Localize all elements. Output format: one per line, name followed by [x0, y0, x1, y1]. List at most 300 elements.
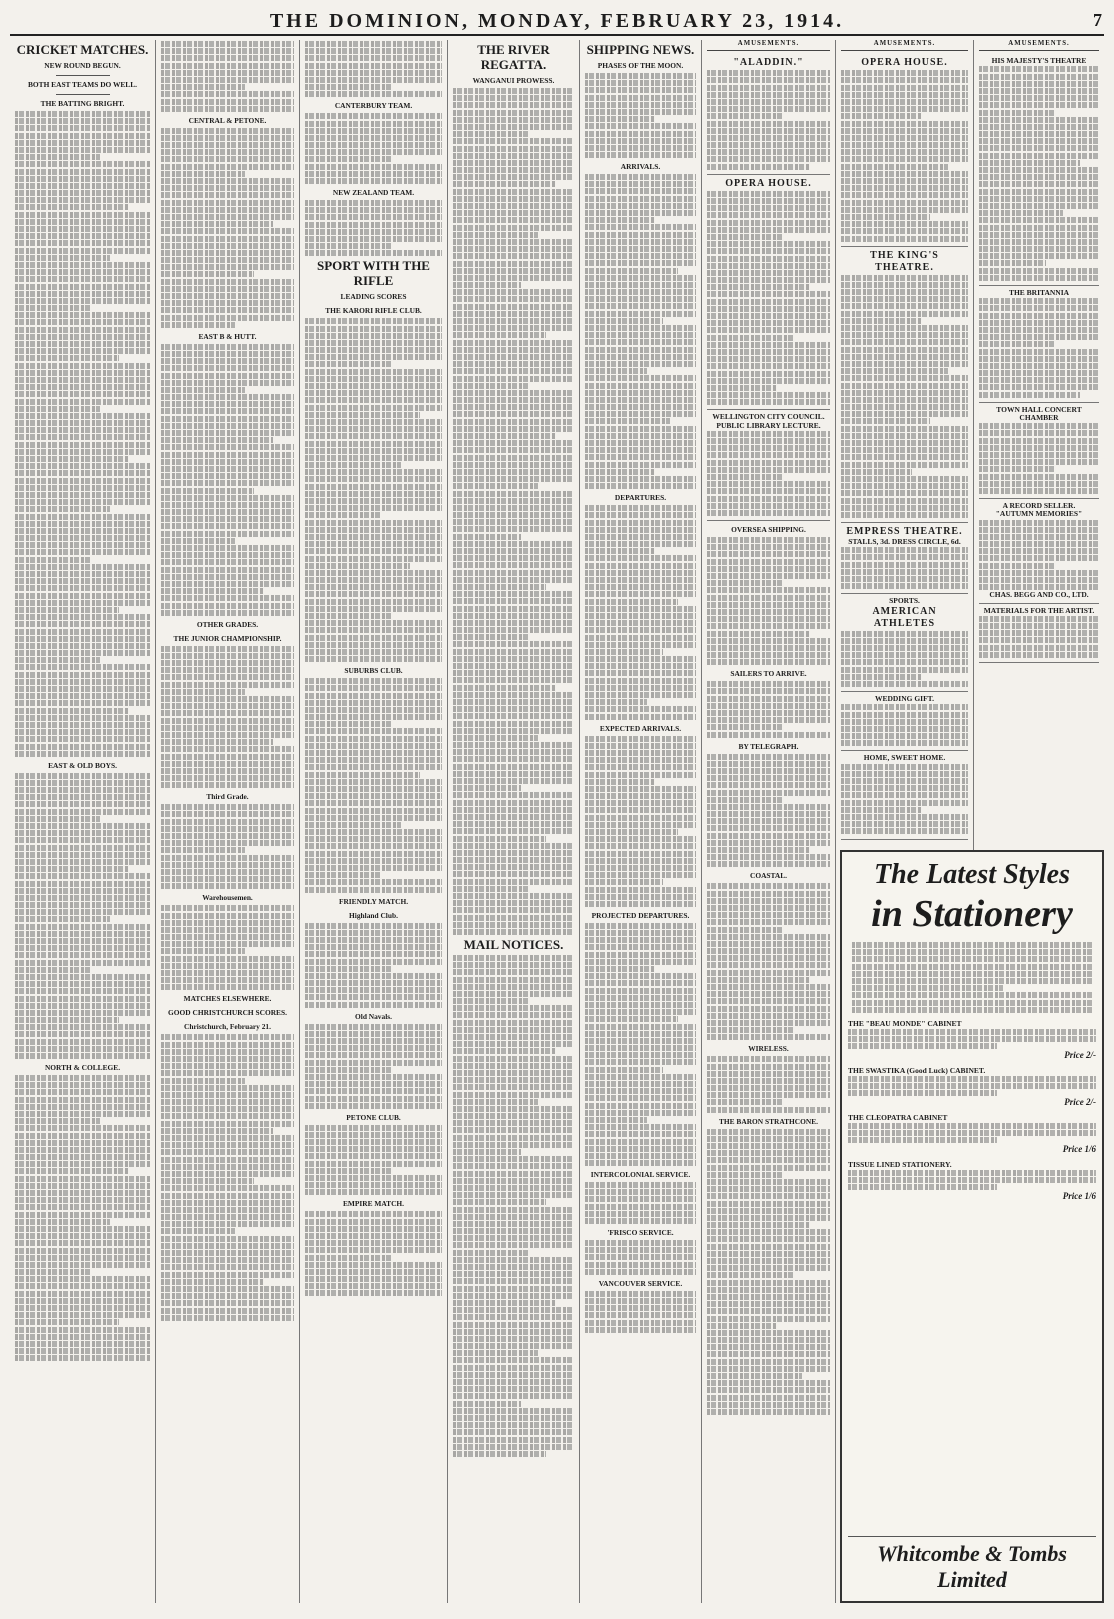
text-line-placeholder	[453, 462, 574, 468]
text-line-placeholder	[15, 859, 150, 865]
text-line-placeholder	[15, 1276, 150, 1282]
text-line-placeholder	[707, 984, 830, 990]
advert	[979, 604, 1099, 663]
text-line-placeholder	[585, 347, 696, 353]
advert-items	[848, 1019, 1096, 1201]
text-line-placeholder	[707, 1085, 830, 1091]
text-line-placeholder	[585, 591, 696, 597]
text-line-placeholder	[841, 178, 968, 184]
text-line-placeholder	[848, 1083, 1096, 1089]
text-line-placeholder	[161, 509, 294, 515]
text-line-placeholder	[707, 85, 830, 91]
text-line-placeholder	[453, 505, 574, 511]
text-line-placeholder	[585, 952, 696, 958]
text-line-placeholder	[707, 1229, 830, 1235]
text-line-placeholder	[15, 1183, 150, 1189]
text-line-placeholder	[15, 1204, 150, 1210]
text-line-placeholder	[15, 492, 150, 498]
text-line-placeholder	[15, 291, 150, 297]
text-line-placeholder	[585, 1139, 696, 1145]
article-body	[585, 736, 696, 907]
advert-title: CHAS. BEGG AND CO., LTD.	[989, 590, 1089, 600]
text-line-placeholder	[305, 548, 442, 554]
text-line-placeholder	[161, 970, 294, 976]
text-line-placeholder	[585, 627, 696, 633]
text-line-placeholder	[707, 198, 830, 204]
text-line-placeholder	[585, 1052, 696, 1058]
text-line-placeholder	[585, 390, 696, 396]
text-line-placeholder	[707, 652, 830, 658]
text-line-placeholder	[453, 1286, 574, 1292]
text-line-placeholder	[707, 191, 830, 197]
text-line-placeholder	[453, 879, 574, 885]
text-line-placeholder	[841, 426, 968, 432]
text-line-placeholder	[453, 1063, 574, 1069]
text-line-placeholder	[707, 385, 776, 391]
text-line-placeholder	[979, 570, 1099, 576]
text-line-placeholder	[585, 1009, 696, 1015]
article-body	[161, 41, 294, 112]
article-body	[707, 681, 830, 737]
text-line-placeholder	[15, 399, 150, 405]
text-line-placeholder	[161, 754, 294, 760]
text-line-placeholder	[453, 828, 574, 834]
text-line-placeholder	[707, 1013, 830, 1019]
text-line-placeholder	[305, 178, 442, 184]
text-line-placeholder	[979, 481, 1099, 487]
text-line-placeholder	[305, 113, 442, 119]
text-line-placeholder	[707, 320, 830, 326]
text-line-placeholder	[15, 1212, 150, 1218]
text-line-placeholder	[979, 189, 1099, 195]
advert-title: PUBLIC LIBRARY LECTURE.	[716, 420, 821, 430]
text-line-placeholder	[161, 552, 294, 558]
text-line-placeholder	[305, 476, 442, 482]
advert-body	[707, 191, 830, 405]
text-line-placeholder	[15, 1010, 150, 1016]
text-line-placeholder	[585, 635, 696, 641]
text-line-placeholder	[841, 800, 968, 806]
text-line-placeholder	[453, 771, 574, 777]
text-line-placeholder	[305, 678, 442, 684]
text-line-placeholder	[453, 332, 546, 338]
text-line-placeholder	[305, 1255, 391, 1261]
article-body	[15, 773, 150, 1059]
text-line-placeholder	[15, 154, 100, 160]
text-line-placeholder	[15, 679, 150, 685]
text-line-placeholder	[453, 289, 574, 295]
text-line-placeholder	[161, 444, 294, 450]
text-line-placeholder	[979, 563, 1055, 569]
text-line-placeholder	[585, 476, 696, 482]
column-rifle	[300, 40, 448, 1603]
text-line-placeholder	[305, 994, 442, 1000]
text-line-placeholder	[707, 616, 830, 622]
text-line-placeholder	[707, 349, 830, 355]
text-line-placeholder	[453, 627, 574, 633]
text-line-placeholder	[707, 732, 830, 738]
text-line-placeholder	[161, 128, 294, 134]
advert-body	[979, 616, 1099, 658]
text-line-placeholder	[161, 956, 294, 962]
column-header: AMUSEMENTS.	[979, 40, 1099, 51]
text-line-placeholder	[305, 1226, 442, 1232]
text-line-placeholder	[161, 1128, 273, 1134]
text-line-placeholder	[15, 571, 150, 577]
text-line-placeholder	[161, 523, 294, 529]
text-line-placeholder	[841, 99, 968, 105]
advert-body	[841, 704, 968, 746]
text-line-placeholder	[453, 1343, 574, 1349]
text-line-placeholder	[453, 778, 574, 784]
text-line-placeholder	[453, 850, 574, 856]
text-line-placeholder	[15, 902, 150, 908]
text-line-placeholder	[15, 226, 150, 232]
page-number: 7	[1093, 10, 1102, 30]
advert-body	[979, 423, 1099, 494]
text-line-placeholder	[161, 1200, 294, 1206]
text-line-placeholder	[453, 1336, 574, 1342]
text-line-placeholder	[585, 1016, 678, 1022]
text-line-placeholder	[585, 1024, 696, 1030]
text-line-placeholder	[161, 358, 294, 364]
text-line-placeholder	[161, 1257, 294, 1263]
text-line-placeholder	[585, 1320, 696, 1326]
text-line-placeholder	[161, 156, 294, 162]
text-line-placeholder	[453, 138, 574, 144]
text-line-placeholder	[453, 685, 555, 691]
text-line-placeholder	[453, 764, 574, 770]
text-line-placeholder	[707, 256, 830, 262]
text-line-placeholder	[841, 828, 968, 834]
text-line-placeholder	[707, 587, 830, 593]
text-line-placeholder	[585, 368, 647, 374]
text-line-placeholder	[161, 41, 294, 47]
text-line-placeholder	[979, 239, 1099, 245]
subheading: CENTRAL & PETONE.	[188, 115, 267, 125]
advert-item-name: TISSUE LINED STATIONERY.	[848, 1159, 952, 1169]
text-line-placeholder	[453, 984, 574, 990]
text-line-placeholder	[453, 397, 574, 403]
subheading: GOOD CHRISTCHURCH SCORES.	[168, 1008, 287, 1018]
text-line-placeholder	[161, 840, 294, 846]
article-body	[585, 174, 696, 489]
text-line-placeholder	[453, 541, 574, 547]
text-line-placeholder	[585, 606, 696, 612]
text-line-placeholder	[841, 719, 968, 725]
text-line-placeholder	[161, 264, 294, 270]
text-line-placeholder	[453, 203, 574, 209]
text-line-placeholder	[161, 437, 273, 443]
advert-title: A RECORD SELLER.	[1002, 501, 1076, 511]
text-line-placeholder	[841, 354, 968, 360]
text-line-placeholder	[305, 200, 442, 206]
text-line-placeholder	[15, 629, 150, 635]
text-line-placeholder	[707, 128, 830, 134]
text-line-placeholder	[453, 893, 574, 899]
text-line-placeholder	[161, 905, 294, 911]
text-line-placeholder	[585, 988, 696, 994]
text-line-placeholder	[841, 631, 968, 637]
text-line-placeholder	[305, 829, 442, 835]
subheading: WIRELESS.	[748, 1044, 789, 1054]
text-line-placeholder	[585, 599, 678, 605]
text-line-placeholder	[453, 1393, 574, 1399]
text-line-placeholder	[15, 916, 110, 922]
text-line-placeholder	[841, 418, 930, 424]
text-line-placeholder	[305, 656, 442, 662]
text-line-placeholder	[15, 298, 150, 304]
text-line-placeholder	[979, 124, 1099, 130]
text-line-placeholder	[15, 420, 150, 426]
text-line-placeholder	[15, 1046, 150, 1052]
text-line-placeholder	[979, 630, 1099, 636]
text-line-placeholder	[15, 327, 150, 333]
text-line-placeholder	[161, 574, 294, 580]
text-line-placeholder	[585, 678, 696, 684]
text-line-placeholder	[585, 1131, 696, 1137]
text-line-placeholder	[161, 581, 294, 587]
text-line-placeholder	[707, 1078, 830, 1084]
text-line-placeholder	[848, 1076, 1096, 1082]
text-line-placeholder	[848, 1170, 1096, 1176]
text-line-placeholder	[979, 145, 1099, 151]
text-line-placeholder	[707, 1107, 830, 1113]
text-line-placeholder	[585, 224, 696, 230]
text-line-placeholder	[15, 1097, 150, 1103]
advert-logo: Whitcombe & Tombs Limited	[848, 1536, 1096, 1593]
text-line-placeholder	[585, 534, 696, 540]
text-line-placeholder	[305, 469, 442, 475]
text-line-placeholder	[15, 514, 150, 520]
text-line-placeholder	[707, 1099, 784, 1105]
text-line-placeholder	[453, 721, 574, 727]
text-line-placeholder	[841, 85, 968, 91]
text-line-placeholder	[161, 250, 294, 256]
text-line-placeholder	[453, 699, 574, 705]
text-line-placeholder	[453, 749, 574, 755]
text-line-placeholder	[453, 1429, 574, 1435]
text-line-placeholder	[161, 1228, 235, 1234]
text-line-placeholder	[585, 483, 696, 489]
text-line-placeholder	[15, 1312, 150, 1318]
text-line-placeholder	[161, 135, 294, 141]
text-line-placeholder	[585, 663, 696, 669]
text-line-placeholder	[15, 650, 150, 656]
text-line-placeholder	[305, 728, 442, 734]
column-cricket	[10, 40, 156, 1603]
shipping-table	[707, 537, 830, 665]
text-line-placeholder	[841, 814, 968, 820]
text-line-placeholder	[707, 1251, 830, 1257]
text-line-placeholder	[585, 541, 696, 547]
column-header: AMUSEMENTS.	[841, 40, 968, 51]
text-line-placeholder	[15, 1111, 150, 1117]
text-line-placeholder	[15, 787, 150, 793]
text-line-placeholder	[453, 562, 574, 568]
text-line-placeholder	[161, 862, 294, 868]
text-line-placeholder	[707, 970, 830, 976]
text-line-placeholder	[979, 260, 1046, 266]
text-line-placeholder	[15, 169, 150, 175]
text-line-placeholder	[453, 419, 574, 425]
text-line-placeholder	[15, 176, 150, 182]
text-line-placeholder	[15, 1355, 150, 1361]
text-line-placeholder	[585, 1067, 663, 1073]
text-line-placeholder	[585, 872, 696, 878]
text-line-placeholder	[453, 253, 574, 259]
text-line-placeholder	[707, 659, 830, 665]
text-line-placeholder	[707, 1308, 830, 1314]
text-line-placeholder	[979, 474, 1099, 480]
text-line-placeholder	[453, 1278, 574, 1284]
text-line-placeholder	[585, 1240, 696, 1246]
text-line-placeholder	[585, 1189, 696, 1195]
article-body	[15, 1075, 150, 1361]
text-line-placeholder	[585, 217, 655, 223]
text-line-placeholder	[979, 459, 1099, 465]
text-line-placeholder	[848, 1130, 1096, 1136]
text-line-placeholder	[305, 1132, 442, 1138]
text-line-placeholder	[15, 470, 150, 476]
text-line-placeholder	[707, 1157, 830, 1163]
text-line-placeholder	[305, 520, 442, 526]
text-line-placeholder	[453, 318, 574, 324]
text-line-placeholder	[841, 778, 968, 784]
text-line-placeholder	[453, 217, 574, 223]
text-line-placeholder	[841, 200, 968, 206]
text-line-placeholder	[161, 1070, 294, 1076]
text-line-placeholder	[161, 1171, 294, 1177]
text-line-placeholder	[707, 551, 830, 557]
text-line-placeholder	[979, 210, 1063, 216]
text-line-placeholder	[585, 548, 655, 554]
text-line-placeholder	[852, 978, 1092, 984]
text-line-placeholder	[707, 70, 830, 76]
section-heading-mail: MAIL NOTICES.	[463, 936, 564, 952]
text-line-placeholder	[305, 1081, 442, 1087]
text-line-placeholder	[161, 1092, 294, 1098]
text-line-placeholder	[15, 377, 150, 383]
text-line-placeholder	[979, 384, 1099, 390]
text-line-placeholder	[585, 520, 696, 526]
text-line-placeholder	[585, 332, 696, 338]
text-line-placeholder	[585, 109, 696, 115]
text-line-placeholder	[707, 1193, 830, 1199]
text-line-placeholder	[161, 351, 294, 357]
text-line-placeholder	[841, 576, 968, 582]
text-line-placeholder	[585, 210, 696, 216]
subheading: CANTERBURY TEAM.	[334, 101, 413, 111]
text-line-placeholder	[305, 714, 442, 720]
text-line-placeholder	[15, 1082, 150, 1088]
text-line-placeholder	[979, 167, 1099, 173]
text-line-placeholder	[15, 1262, 150, 1268]
score-table	[305, 318, 442, 662]
text-line-placeholder	[707, 623, 830, 629]
text-line-placeholder	[841, 638, 968, 644]
text-line-placeholder	[585, 757, 696, 763]
text-line-placeholder	[453, 1135, 574, 1141]
text-line-placeholder	[707, 1056, 830, 1062]
text-line-placeholder	[585, 318, 663, 324]
subheading: PETONE CLUB.	[346, 1112, 401, 1122]
text-line-placeholder	[848, 1123, 1096, 1129]
text-line-placeholder	[15, 564, 150, 570]
column-shipping	[580, 40, 702, 1603]
text-line-placeholder	[453, 1451, 546, 1457]
text-line-placeholder	[453, 1056, 574, 1062]
text-line-placeholder	[161, 934, 294, 940]
text-line-placeholder	[305, 1103, 442, 1109]
article-body	[161, 128, 294, 328]
text-line-placeholder	[979, 623, 1099, 629]
text-line-placeholder	[979, 203, 1099, 209]
text-line-placeholder	[453, 1207, 574, 1213]
text-line-placeholder	[707, 284, 810, 290]
text-line-placeholder	[841, 171, 968, 177]
text-line-placeholder	[453, 196, 574, 202]
text-line-placeholder	[305, 505, 442, 511]
text-line-placeholder	[841, 368, 948, 374]
text-line-placeholder	[161, 1286, 294, 1292]
text-line-placeholder	[585, 793, 696, 799]
text-line-placeholder	[707, 962, 830, 968]
text-line-placeholder	[585, 620, 696, 626]
text-line-placeholder	[852, 964, 1092, 970]
advert-title: SPORTS.	[889, 596, 920, 606]
text-line-placeholder	[453, 1005, 574, 1011]
text-line-placeholder	[15, 506, 110, 512]
text-line-placeholder	[305, 441, 442, 447]
text-line-placeholder	[841, 807, 921, 813]
text-line-placeholder	[453, 1199, 546, 1205]
text-line-placeholder	[15, 413, 150, 419]
text-line-placeholder	[305, 879, 442, 885]
text-line-placeholder	[161, 228, 294, 234]
text-line-placeholder	[15, 736, 150, 742]
text-line-placeholder	[161, 178, 294, 184]
text-line-placeholder	[161, 1063, 294, 1069]
text-line-placeholder	[707, 1244, 830, 1250]
text-line-placeholder	[161, 782, 294, 788]
text-line-placeholder	[305, 419, 442, 425]
text-line-placeholder	[707, 645, 830, 651]
text-line-placeholder	[979, 225, 1099, 231]
text-line-placeholder	[161, 300, 294, 306]
text-line-placeholder	[852, 1007, 1092, 1013]
text-line-placeholder	[305, 736, 442, 742]
text-line-placeholder	[453, 174, 574, 180]
text-line-placeholder	[979, 637, 1099, 643]
section-heading-shipping: SHIPPING NEWS.	[586, 42, 695, 57]
text-line-placeholder	[707, 1330, 830, 1336]
text-line-placeholder	[161, 595, 294, 601]
column-regatta	[448, 40, 580, 1603]
text-line-placeholder	[707, 156, 830, 162]
text-line-placeholder	[585, 1088, 696, 1094]
text-line-placeholder	[848, 1029, 1096, 1035]
text-line-placeholder	[15, 1039, 150, 1045]
text-line-placeholder	[15, 1319, 119, 1325]
text-line-placeholder	[161, 927, 294, 933]
text-line-placeholder	[161, 567, 294, 573]
text-line-placeholder	[979, 298, 1099, 304]
text-line-placeholder	[161, 408, 294, 414]
text-line-placeholder	[979, 645, 1099, 651]
text-line-placeholder	[979, 392, 1080, 398]
text-line-placeholder	[848, 1137, 997, 1143]
